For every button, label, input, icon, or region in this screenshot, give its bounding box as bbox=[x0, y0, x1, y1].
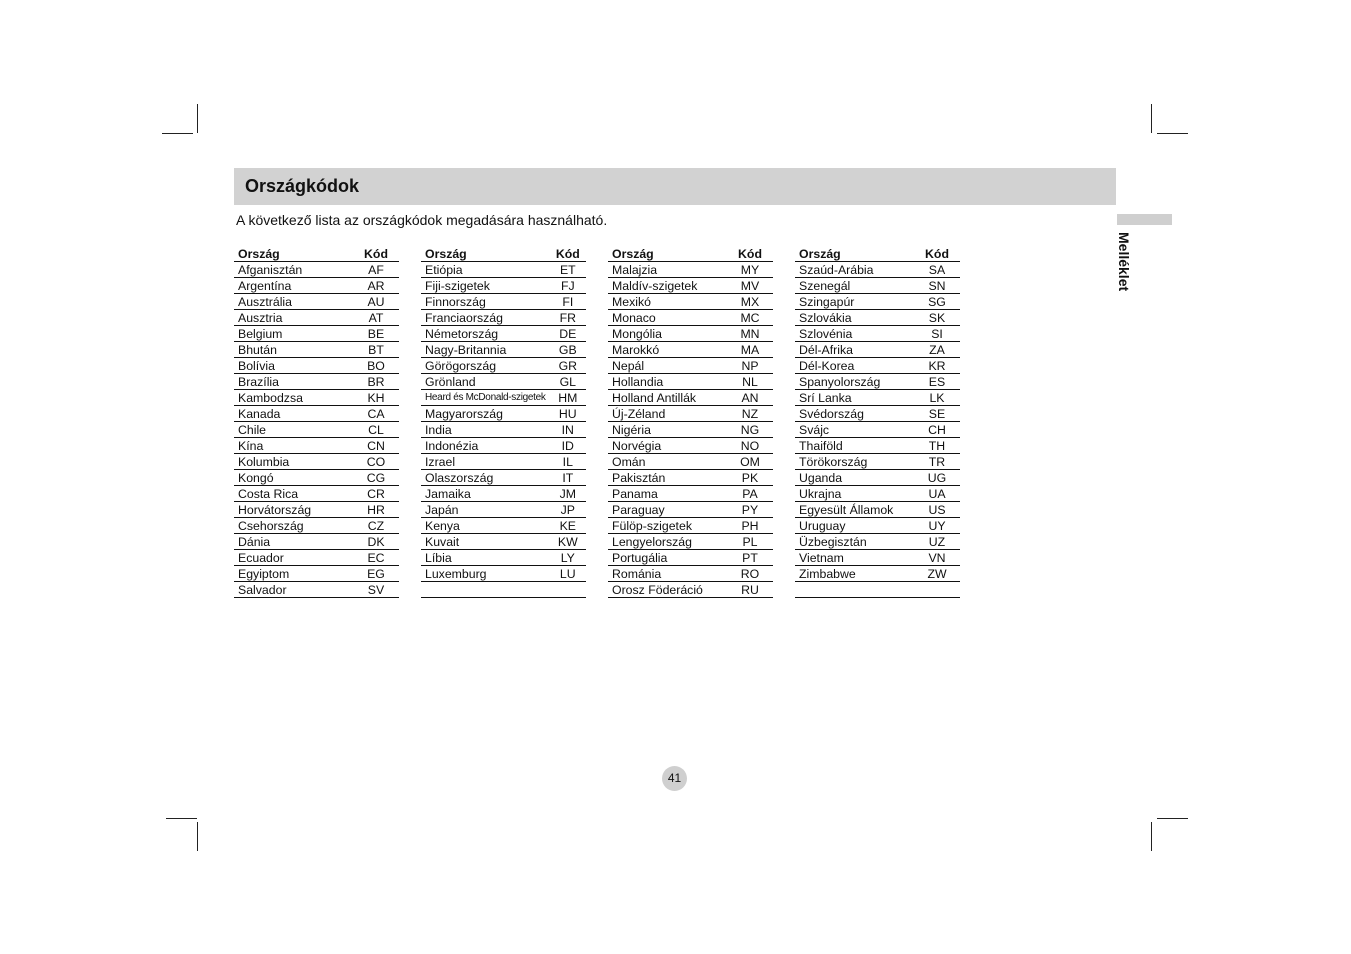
country-name: Omán bbox=[608, 454, 727, 470]
country-name: Etiópia bbox=[421, 262, 550, 278]
country-code: AF bbox=[353, 262, 399, 278]
country-code: OM bbox=[727, 454, 773, 470]
table-row bbox=[234, 374, 399, 390]
table-row bbox=[795, 358, 960, 374]
country-name bbox=[421, 582, 550, 598]
country-name: Egyesült Államok bbox=[795, 502, 914, 518]
crop-mark bbox=[1151, 822, 1152, 851]
table-row bbox=[795, 310, 960, 326]
table-row bbox=[795, 534, 960, 550]
table-row bbox=[795, 294, 960, 310]
table-row bbox=[421, 422, 586, 438]
country-name: Szaúd-Arábia bbox=[795, 262, 914, 278]
country-name: Németország bbox=[421, 326, 550, 342]
country-name: Chile bbox=[234, 422, 353, 438]
country-name: Új-Zéland bbox=[608, 406, 727, 422]
country-code-table-1 bbox=[234, 246, 399, 598]
table-row bbox=[234, 278, 399, 294]
country-name: Bhután bbox=[234, 342, 353, 358]
country-code: HR bbox=[353, 502, 399, 518]
country-name: Finnország bbox=[421, 294, 550, 310]
country-code: TR bbox=[914, 454, 960, 470]
table-row bbox=[421, 294, 586, 310]
table-row bbox=[608, 310, 773, 326]
country-code: TH bbox=[914, 438, 960, 454]
country-name: Görögország bbox=[421, 358, 550, 374]
country-code: PT bbox=[727, 550, 773, 566]
crop-mark bbox=[197, 104, 198, 133]
table-row bbox=[795, 438, 960, 454]
country-code: NL bbox=[727, 374, 773, 390]
country-name: Holland Antillák bbox=[608, 390, 727, 406]
table-row bbox=[795, 502, 960, 518]
country-name: Izrael bbox=[421, 454, 550, 470]
country-code: PH bbox=[727, 518, 773, 534]
country-name: Fiji-szigetek bbox=[421, 278, 550, 294]
table-row bbox=[795, 470, 960, 486]
country-code: RO bbox=[727, 566, 773, 582]
country-name: Afganisztán bbox=[234, 262, 353, 278]
country-code: NZ bbox=[727, 406, 773, 422]
country-name: Szlovákia bbox=[795, 310, 914, 326]
table-row bbox=[234, 518, 399, 534]
country-name: Paraguay bbox=[608, 502, 727, 518]
country-name: Nagy-Britannia bbox=[421, 342, 550, 358]
country-code: FJ bbox=[550, 278, 586, 294]
country-name: Svédország bbox=[795, 406, 914, 422]
table-row bbox=[795, 262, 960, 278]
table-row bbox=[421, 518, 586, 534]
country-name: Magyarország bbox=[421, 406, 550, 422]
country-name: Líbia bbox=[421, 550, 550, 566]
country-code: ES bbox=[914, 374, 960, 390]
country-code: KH bbox=[353, 390, 399, 406]
country-code: SA bbox=[914, 262, 960, 278]
country-code: DE bbox=[550, 326, 586, 342]
country-code: CH bbox=[914, 422, 960, 438]
country-code: GB bbox=[550, 342, 586, 358]
table-row bbox=[234, 390, 399, 406]
country-code: UY bbox=[914, 518, 960, 534]
country-code: LK bbox=[914, 390, 960, 406]
table-row bbox=[234, 422, 399, 438]
country-name: Szlovénia bbox=[795, 326, 914, 342]
country-code: ID bbox=[550, 438, 586, 454]
country-name: Dél-Korea bbox=[795, 358, 914, 374]
country-code: GL bbox=[550, 374, 586, 390]
table-row bbox=[421, 470, 586, 486]
country-code: PK bbox=[727, 470, 773, 486]
table-row bbox=[421, 326, 586, 342]
country-name: Uruguay bbox=[795, 518, 914, 534]
crop-mark bbox=[166, 818, 197, 819]
table-row bbox=[421, 566, 586, 582]
country-name: Costa Rica bbox=[234, 486, 353, 502]
country-name: Brazília bbox=[234, 374, 353, 390]
table-row bbox=[421, 374, 586, 390]
country-code: CN bbox=[353, 438, 399, 454]
country-code: DK bbox=[353, 534, 399, 550]
country-code: MC bbox=[727, 310, 773, 326]
table-row bbox=[421, 262, 586, 278]
country-name: Franciaország bbox=[421, 310, 550, 326]
country-code: CZ bbox=[353, 518, 399, 534]
table-row bbox=[795, 374, 960, 390]
country-name: Nigéria bbox=[608, 422, 727, 438]
table-row bbox=[795, 566, 960, 582]
country-name: Mongólia bbox=[608, 326, 727, 342]
country-name: Lengyelország bbox=[608, 534, 727, 550]
table-row bbox=[795, 518, 960, 534]
country-name: Uganda bbox=[795, 470, 914, 486]
table-header-row bbox=[608, 246, 773, 262]
table-row bbox=[234, 454, 399, 470]
country-name: Heard és McDonald-szigetek bbox=[421, 390, 550, 406]
table-header-row bbox=[795, 246, 960, 262]
country-code: IT bbox=[550, 470, 586, 486]
country-name: Bolívia bbox=[234, 358, 353, 374]
country-code: CR bbox=[353, 486, 399, 502]
country-code: SG bbox=[914, 294, 960, 310]
country-code: UA bbox=[914, 486, 960, 502]
country-code: LY bbox=[550, 550, 586, 566]
country-code: CO bbox=[353, 454, 399, 470]
country-code: CA bbox=[353, 406, 399, 422]
country-code: BR bbox=[353, 374, 399, 390]
table-row bbox=[421, 278, 586, 294]
country-code: UG bbox=[914, 470, 960, 486]
table-row bbox=[608, 454, 773, 470]
table-row bbox=[234, 326, 399, 342]
country-name: Nepál bbox=[608, 358, 727, 374]
country-code: AR bbox=[353, 278, 399, 294]
country-header: Ország bbox=[421, 246, 550, 262]
country-name: Grönland bbox=[421, 374, 550, 390]
country-name: Ukrajna bbox=[795, 486, 914, 502]
country-name: India bbox=[421, 422, 550, 438]
table-row bbox=[795, 326, 960, 342]
table-row bbox=[608, 502, 773, 518]
code-header: Kód bbox=[727, 246, 773, 262]
table-row bbox=[421, 486, 586, 502]
table-row bbox=[608, 358, 773, 374]
code-header: Kód bbox=[353, 246, 399, 262]
table-row bbox=[234, 566, 399, 582]
table-row bbox=[234, 470, 399, 486]
country-code: JM bbox=[550, 486, 586, 502]
country-code: FI bbox=[550, 294, 586, 310]
country-code: HU bbox=[550, 406, 586, 422]
country-name: Svájc bbox=[795, 422, 914, 438]
country-name: Belgium bbox=[234, 326, 353, 342]
table-row bbox=[795, 582, 960, 598]
page-title: Országkódok bbox=[245, 176, 360, 196]
crop-mark bbox=[162, 133, 193, 134]
country-code: NG bbox=[727, 422, 773, 438]
country-code: SI bbox=[914, 326, 960, 342]
country-code: PL bbox=[727, 534, 773, 550]
country-name: Kanada bbox=[234, 406, 353, 422]
table-row bbox=[795, 278, 960, 294]
country-name: Argentína bbox=[234, 278, 353, 294]
country-code: LU bbox=[550, 566, 586, 582]
country-name: Mexikó bbox=[608, 294, 727, 310]
country-code: HM bbox=[550, 390, 586, 406]
country-name: Marokkó bbox=[608, 342, 727, 358]
table-row bbox=[421, 310, 586, 326]
country-name: Pakisztán bbox=[608, 470, 727, 486]
intro-text: A következő lista az országkódok megadására használható. bbox=[236, 212, 608, 228]
country-code: US bbox=[914, 502, 960, 518]
country-name: Kambodzsa bbox=[234, 390, 353, 406]
table-row bbox=[421, 550, 586, 566]
country-name: Monaco bbox=[608, 310, 727, 326]
table-row bbox=[608, 566, 773, 582]
country-code: MX bbox=[727, 294, 773, 310]
table-row bbox=[608, 406, 773, 422]
country-code: ZA bbox=[914, 342, 960, 358]
country-name: Törökország bbox=[795, 454, 914, 470]
country-name: Malajzia bbox=[608, 262, 727, 278]
country-code-table-3 bbox=[608, 246, 773, 598]
table-row bbox=[608, 278, 773, 294]
country-name: Kolumbia bbox=[234, 454, 353, 470]
table-row bbox=[608, 550, 773, 566]
country-code: EG bbox=[353, 566, 399, 582]
table-row bbox=[795, 550, 960, 566]
country-header: Ország bbox=[234, 246, 353, 262]
table-row bbox=[421, 438, 586, 454]
country-code: CG bbox=[353, 470, 399, 486]
crop-mark bbox=[1151, 104, 1152, 133]
country-name: Ausztrália bbox=[234, 294, 353, 310]
table-row bbox=[234, 550, 399, 566]
country-code: ET bbox=[550, 262, 586, 278]
country-code: BT bbox=[353, 342, 399, 358]
crop-mark bbox=[197, 822, 198, 851]
country-code: AU bbox=[353, 294, 399, 310]
table-row bbox=[421, 342, 586, 358]
country-name: Egyiptom bbox=[234, 566, 353, 582]
country-name: Luxemburg bbox=[421, 566, 550, 582]
country-code-table-4 bbox=[795, 246, 960, 598]
table-row bbox=[421, 390, 586, 406]
country-code: UZ bbox=[914, 534, 960, 550]
country-name: Spanyolország bbox=[795, 374, 914, 390]
table-row bbox=[608, 534, 773, 550]
table-row bbox=[795, 406, 960, 422]
country-name: Dél-Afrika bbox=[795, 342, 914, 358]
table-row bbox=[234, 310, 399, 326]
country-code: RU bbox=[727, 582, 773, 598]
table-row bbox=[421, 406, 586, 422]
table-row bbox=[234, 502, 399, 518]
country-name: Thaiföld bbox=[795, 438, 914, 454]
section-label: Melléklet bbox=[1116, 232, 1132, 292]
country-code: IL bbox=[550, 454, 586, 470]
country-name: Zimbabwe bbox=[795, 566, 914, 582]
country-name: Norvégia bbox=[608, 438, 727, 454]
table-row bbox=[234, 294, 399, 310]
country-name: Csehország bbox=[234, 518, 353, 534]
country-name bbox=[795, 582, 914, 598]
table-row bbox=[795, 422, 960, 438]
table-row bbox=[234, 262, 399, 278]
code-header: Kód bbox=[550, 246, 586, 262]
country-code: MA bbox=[727, 342, 773, 358]
crop-mark bbox=[1157, 133, 1188, 134]
crop-mark bbox=[1157, 818, 1188, 819]
country-code: BE bbox=[353, 326, 399, 342]
table-row bbox=[608, 422, 773, 438]
table-row bbox=[234, 582, 399, 598]
country-code: SN bbox=[914, 278, 960, 294]
table-row bbox=[795, 390, 960, 406]
table-row bbox=[795, 342, 960, 358]
country-code: ZW bbox=[914, 566, 960, 582]
table-row bbox=[608, 374, 773, 390]
country-code: FR bbox=[550, 310, 586, 326]
country-code: KE bbox=[550, 518, 586, 534]
section-tab bbox=[1117, 214, 1172, 225]
country-name: Srí Lanka bbox=[795, 390, 914, 406]
table-header-row bbox=[421, 246, 586, 262]
code-header: Kód bbox=[914, 246, 960, 262]
country-name: Kuvait bbox=[421, 534, 550, 550]
country-name: Maldív-szigetek bbox=[608, 278, 727, 294]
table-row bbox=[608, 486, 773, 502]
country-code: EC bbox=[353, 550, 399, 566]
country-code: JP bbox=[550, 502, 586, 518]
table-row bbox=[234, 358, 399, 374]
country-code: KR bbox=[914, 358, 960, 374]
table-row bbox=[795, 486, 960, 502]
country-name: Salvador bbox=[234, 582, 353, 598]
country-code: PA bbox=[727, 486, 773, 502]
table-row bbox=[608, 342, 773, 358]
country-name: Orosz Föderáció bbox=[608, 582, 727, 598]
country-name: Szenegál bbox=[795, 278, 914, 294]
table-row bbox=[421, 582, 586, 598]
country-code: AN bbox=[727, 390, 773, 406]
country-name: Románia bbox=[608, 566, 727, 582]
country-name: Üzbegisztán bbox=[795, 534, 914, 550]
table-row bbox=[608, 438, 773, 454]
table-row bbox=[608, 518, 773, 534]
table-row bbox=[421, 358, 586, 374]
country-code: SE bbox=[914, 406, 960, 422]
country-name: Hollandia bbox=[608, 374, 727, 390]
country-code: VN bbox=[914, 550, 960, 566]
table-header-row bbox=[234, 246, 399, 262]
country-code bbox=[914, 582, 960, 598]
table-row bbox=[608, 470, 773, 486]
country-code: KW bbox=[550, 534, 586, 550]
table-row bbox=[608, 262, 773, 278]
country-name: Kína bbox=[234, 438, 353, 454]
table-row bbox=[608, 294, 773, 310]
table-row bbox=[421, 454, 586, 470]
country-code: MY bbox=[727, 262, 773, 278]
country-name: Portugália bbox=[608, 550, 727, 566]
country-code: BO bbox=[353, 358, 399, 374]
country-header: Ország bbox=[608, 246, 727, 262]
country-name: Indonézia bbox=[421, 438, 550, 454]
country-name: Kenya bbox=[421, 518, 550, 534]
country-name: Ausztria bbox=[234, 310, 353, 326]
country-code: NP bbox=[727, 358, 773, 374]
table-row bbox=[795, 454, 960, 470]
country-code: AT bbox=[353, 310, 399, 326]
country-name: Olaszország bbox=[421, 470, 550, 486]
country-name: Horvátország bbox=[234, 502, 353, 518]
country-name: Japán bbox=[421, 502, 550, 518]
country-code: CL bbox=[353, 422, 399, 438]
country-code: MN bbox=[727, 326, 773, 342]
country-name: Ecuador bbox=[234, 550, 353, 566]
country-code: MV bbox=[727, 278, 773, 294]
country-name: Szingapúr bbox=[795, 294, 914, 310]
country-name: Vietnam bbox=[795, 550, 914, 566]
table-row bbox=[234, 486, 399, 502]
table-row bbox=[421, 534, 586, 550]
country-code: IN bbox=[550, 422, 586, 438]
title-bar bbox=[234, 168, 1116, 205]
country-code: GR bbox=[550, 358, 586, 374]
country-code-table-2 bbox=[421, 246, 586, 598]
table-row bbox=[234, 342, 399, 358]
country-code bbox=[550, 582, 586, 598]
table-row bbox=[234, 438, 399, 454]
table-row bbox=[234, 406, 399, 422]
country-name: Jamaika bbox=[421, 486, 550, 502]
country-code: SK bbox=[914, 310, 960, 326]
table-row bbox=[234, 534, 399, 550]
country-code: PY bbox=[727, 502, 773, 518]
country-header: Ország bbox=[795, 246, 914, 262]
table-row bbox=[608, 326, 773, 342]
country-name: Fülöp-szigetek bbox=[608, 518, 727, 534]
table-row bbox=[421, 502, 586, 518]
country-code: SV bbox=[353, 582, 399, 598]
page-number: 41 bbox=[662, 766, 687, 791]
country-name: Dánia bbox=[234, 534, 353, 550]
country-name: Panama bbox=[608, 486, 727, 502]
table-row bbox=[608, 582, 773, 598]
country-name: Kongó bbox=[234, 470, 353, 486]
table-row bbox=[608, 390, 773, 406]
country-code: NO bbox=[727, 438, 773, 454]
